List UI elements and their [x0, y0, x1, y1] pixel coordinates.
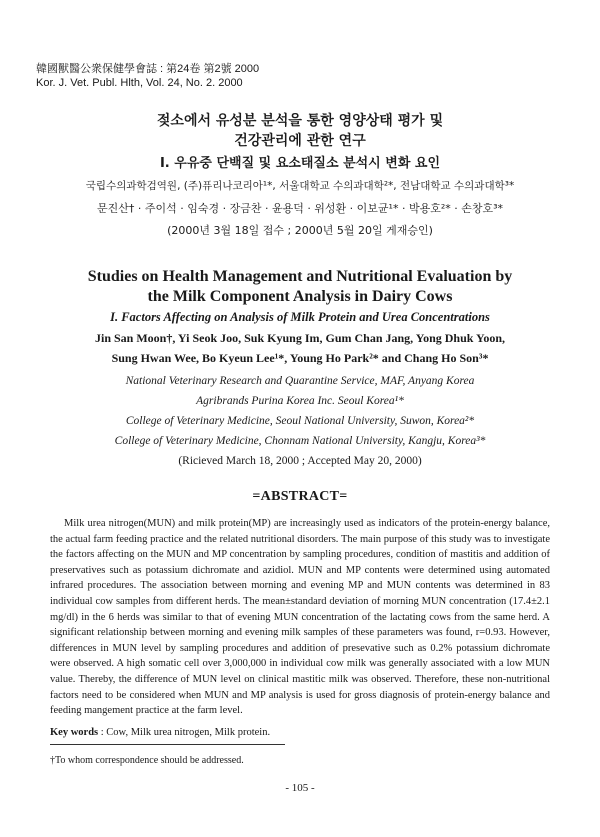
- affiliation-3: College of Veterinary Medicine, Seoul National University, Suwon, Korea²*: [125, 415, 475, 427]
- korean-title-line2: 건강관리에 관한 연구: [234, 133, 366, 149]
- journal-header: [36, 62, 259, 90]
- english-dates: (Ricieved March 18, 2000 ; Accepted May 20, 2000): [178, 455, 422, 467]
- footnote: †To whom correspondence should be addressed.: [50, 755, 244, 766]
- korean-dates: (2000년 3월 18일 접수 ; 2000년 5월 20일 게재승인): [167, 224, 433, 237]
- abstract-heading: =ABSTRACT=: [252, 489, 348, 504]
- keywords-text: : Cow, Milk urea nitrogen, Milk protein.: [100, 727, 271, 738]
- affiliation-1: National Veterinary Research and Quarantine Service, MAF, Anyang Korea: [125, 375, 475, 387]
- korean-subtitle: I. 우유중 단백질 및 요소태질소 분석시 변화 요인: [159, 156, 441, 171]
- affiliation-2: Agribrands Purina Korea Inc. Seoul Korea¹*: [196, 395, 404, 407]
- keywords: [50, 727, 270, 738]
- abstract-text: Milk urea nitrogen(MUN) and milk protein(MP) are increasingly used as indicators of the protein-energy balance, the actual farm feeding practice and the related nutritional disorders. The main purpose of this study was to investigate the factors affecting on the MUN and MP concentration by sampling procedures, condition of mastitis and addition of preservatives such as potassium dichromate and azidiol. MUN and MP contents were determined using automated infrared procedures. The association between morning and evening MP and MUN contents was determined in 83 individual cow samples from different herds. The mean±standard deviation of morning MUN concentration (17.4±2.1 mg/dl) in the 6 herds was similar to that of evening MUN concentration of the lactating cows from the same herd. A significant relationship between morning and evening milk samples of these parameters was found, r=0.93. However, differences in MUN level by sampling procedures and addition of presevative such as 0.2% potassium dichromate were observed. A high somatic cell over 3,000,000 in individual cow milk was generally associated with a low MUN value. Thereby, the difference of MUN level on clinical mastitic milk was observed. Therefore, these non-nutritional factors need to be considered when MUN and MP analysis is used for gross diagnosis of protein-energy balance and feeding mangement practice at the farm level.: [50, 518, 550, 717]
- english-title-line2: the Milk Component Analysis in Dairy Cows: [147, 288, 453, 305]
- korean-title-line1: 젖소에서 유성분 분석을 통한 영양상태 평가 및: [156, 113, 444, 129]
- korean-authors: 문진산† · 주이석 · 임숙경 · 장금찬 · 윤용덕 · 위성환 · 이보균¹* · 박용호²* · 손창호³*: [96, 202, 504, 215]
- english-title-line1: Studies on Health Management and Nutritional Evaluation by: [87, 268, 513, 285]
- keywords-label: Key words: [50, 727, 99, 738]
- journal-korean: 韓國獸醫公衆保健學會誌 : 第24卷 第2號 2000: [36, 63, 260, 75]
- page-number: - 105 -: [285, 782, 315, 794]
- english-authors-line2: Sung Hwan Wee, Bo Kyeun Lee¹*, Young Ho Park²* and Chang Ho Son³*: [111, 351, 489, 365]
- journal-english: Kor. J. Vet. Publ. Hlth, Vol. 24, No. 2. 2000: [36, 77, 243, 89]
- affiliation-4: College of Veterinary Medicine, Chonnam National University, Kangju, Korea³*: [114, 435, 486, 447]
- korean-affiliations: 국립수의과학검역원, (주)퓨리나코리아¹*, 서울대학교 수의과대학²*, 전남대학교 수의과대학³*: [85, 180, 515, 192]
- footnote-rule: [50, 744, 285, 745]
- english-subtitle: I. Factors Affecting on Analysis of Milk Protein and Urea Concentrations: [110, 310, 490, 324]
- english-authors-line1: Jin San Moon†, Yi Seok Joo, Suk Kyung Im, Gum Chan Jang, Yong Dhuk Yoon,: [94, 331, 505, 345]
